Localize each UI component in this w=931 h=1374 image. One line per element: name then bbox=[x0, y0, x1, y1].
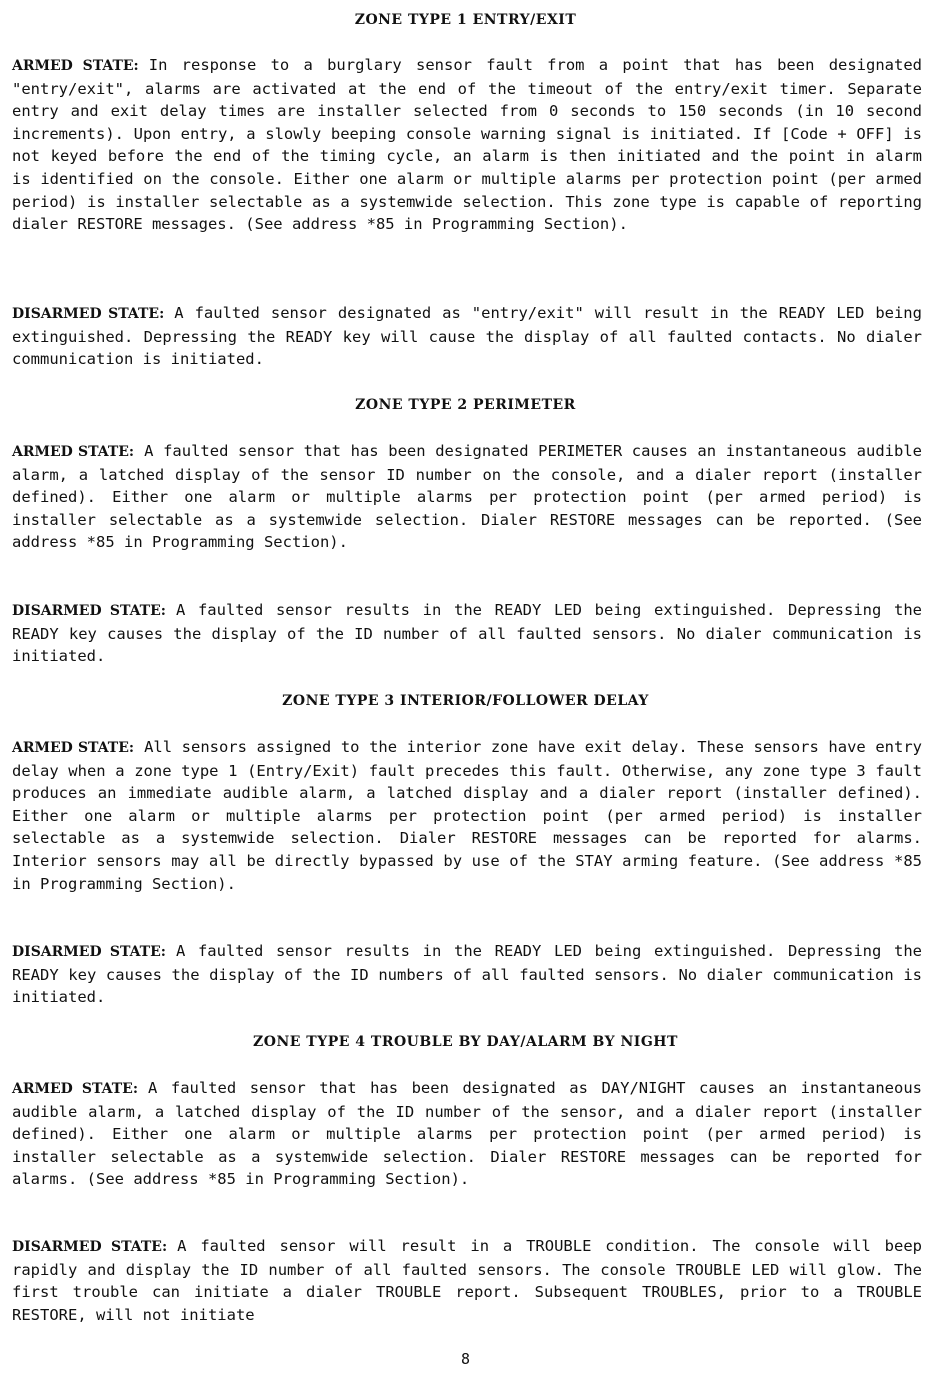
section-1-title: ZONE TYPE 1 ENTRY/EXIT bbox=[354, 12, 577, 28]
page-number: 8 bbox=[460, 1350, 471, 1368]
section-2-armed-label: ARMED STATE: bbox=[12, 444, 135, 460]
section-2-title: ZONE TYPE 2 PERIMETER bbox=[355, 397, 576, 413]
section-3-title: ZONE TYPE 3 INTERIOR/FOLLOWER DELAY bbox=[282, 693, 649, 709]
section-3-disarmed-text: A faulted sensor results in the READY LED being extinguished. Depressing the READY key causes the display of the ID numbers of all faulted sensors. No dialer communication is initiated. bbox=[12, 942, 922, 1007]
section-4-disarmed bbox=[12, 1235, 922, 1326]
section-4-armed-label: ARMED STATE: bbox=[12, 1081, 138, 1097]
section-2-armed bbox=[12, 440, 922, 554]
section-1-disarmed bbox=[12, 302, 922, 371]
section-1-disarmed-label: DISARMED STATE: bbox=[12, 306, 165, 322]
section-1-disarmed-text: A faulted sensor designated as "entry/exit" will result in the READY LED being extinguished. Depressing the READY key will cause the display of all faulted contacts. No dialer communication is initiated. bbox=[12, 304, 922, 369]
section-3-armed bbox=[12, 736, 922, 895]
section-3-disarmed-label: DISARMED STATE: bbox=[12, 944, 166, 960]
section-2-disarmed bbox=[12, 599, 922, 668]
section-2-disarmed-text: A faulted sensor results in the READY LED being extinguished. Depressing the READY key causes the display of the ID number of all faulted sensors. No dialer communication is initiated. bbox=[12, 601, 922, 666]
section-4-disarmed-label: DISARMED STATE: bbox=[12, 1239, 168, 1255]
section-3-armed-label: ARMED STATE: bbox=[12, 740, 135, 756]
section-2-disarmed-label: DISARMED STATE: bbox=[12, 603, 166, 619]
section-4-disarmed-text: A faulted sensor will result in a TROUBLE condition. The console will beep rapidly and display the ID number of all faulted sensors. The console TROUBLE LED will glow. The first trouble can initiate a dialer TROUBLE report. Subsequent TROUBLES, prior to a TROUBLE RESTORE, will not initiate bbox=[12, 1237, 922, 1324]
section-3-armed-text: All sensors assigned to the interior zone have exit delay. These sensors have entry delay when a zone type 1 (Entry/Exit) fault precedes this fault. Otherwise, any zone type 3 fault produces an immediate audible alarm, a latched display and a dialer report (installer defined). Either one alarm or multiple alarms per protection point (per armed period) is installer selectable as a systemwide selection. Dialer RESTORE messages can be reported for alarms. Interior sensors may all be directly bypassed by use of the STAY arming feature. (See address *85 in Programming Section). bbox=[12, 738, 922, 893]
section-1-armed-label: ARMED STATE: bbox=[12, 58, 139, 74]
section-4-armed bbox=[12, 1077, 922, 1191]
section-1-armed-text: In response to a burglary sensor fault from a point that has been designated "entry/exit", alarms are activated at the end of the timeout of the entry/exit timer. Separate entry and exit delay times are installer selected from 0 seconds to 150 seconds (in 10 second increments). Upon entry, a slowly beeping console warning signal is initiated. If [Code + OFF] is not keyed before the end of the timing cycle, an alarm is then initiated and the point in alarm is identified on the console. Either one alarm or multiple alarms per protection point (per armed period) is installer selectable as a systemwide selection. This zone type is capable of reporting dialer RESTORE messages. (See address *85 in Programming Section). bbox=[12, 56, 923, 234]
section-4-armed-text: A faulted sensor that has been designated as DAY/NIGHT causes an instantaneous audible alarm, a latched display of the ID number of the sensor, and a dialer report (installer defined). Either one alarm or multiple alarms per protection point (per armed period) is installer selectable as a systemwide selection. Dialer RESTORE messages can be reported for alarms. (See address *85 in Programming Section). bbox=[12, 1079, 922, 1189]
section-2-armed-text: A faulted sensor that has been designated PERIMETER causes an instantaneous audible alarm, a latched display of the sensor ID number on the console, and a dialer report (installer defined). Either one alarm or multiple alarms per protection point (per armed period) is installer selectable as a systemwide selection. Dialer RESTORE messages can be reported. (See address *85 in Programming Section). bbox=[12, 442, 922, 552]
section-1-armed bbox=[12, 54, 922, 236]
section-4-title: ZONE TYPE 4 TROUBLE BY DAY/ALARM BY NIGHT bbox=[253, 1034, 678, 1050]
section-3-disarmed bbox=[12, 940, 922, 1009]
